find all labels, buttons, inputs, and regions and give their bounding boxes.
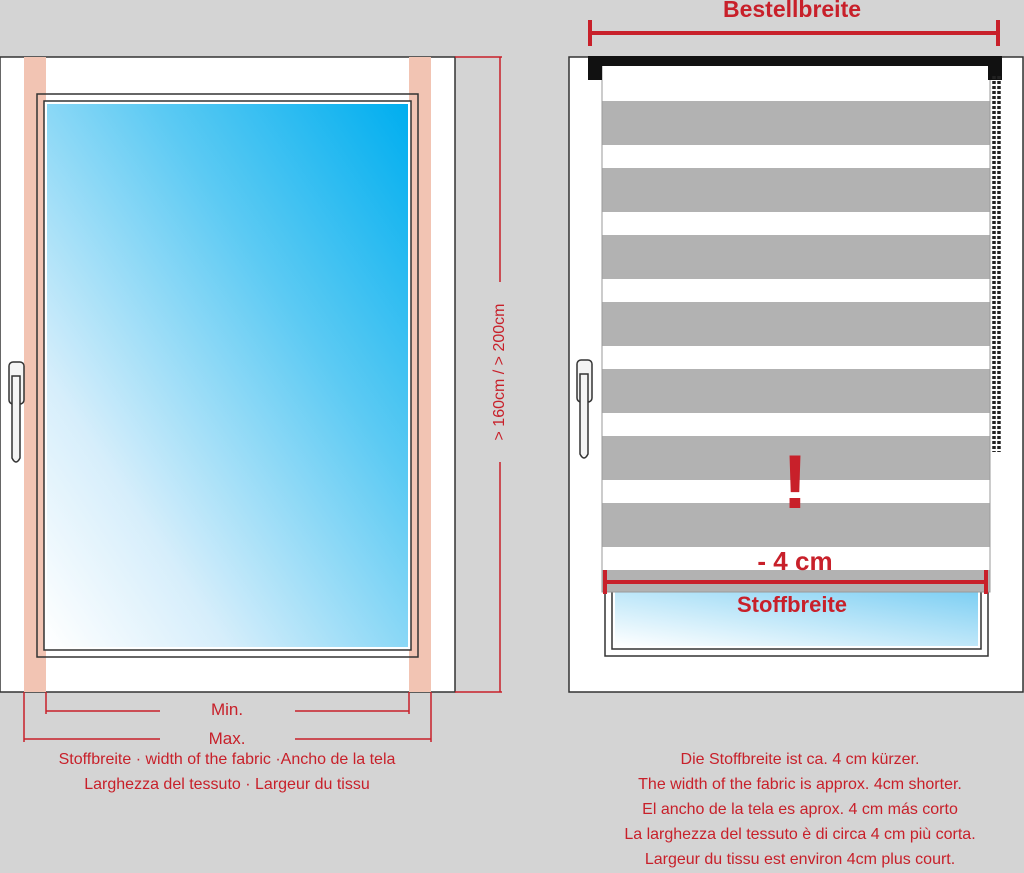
left-caption-line-2: Larghezza del tessuto · Largeur du tissu xyxy=(84,776,370,793)
right-caption-line-3: El ancho de la tela es aprox. 4 cm más corto xyxy=(642,801,958,818)
warning-exclamation-icon: ! xyxy=(782,440,808,525)
right-caption-line-5: Largeur du tissu est environ 4cm plus court. xyxy=(644,851,956,868)
height-label: > 160cm / > 200cm xyxy=(491,303,508,441)
blind-stripe-0 xyxy=(602,101,990,145)
blind-stripe-1 xyxy=(602,168,990,212)
max-label: Max. xyxy=(208,729,246,748)
blind-stripe-3 xyxy=(602,302,990,346)
reduction-label: - 4 cm xyxy=(757,546,833,576)
right-caption-line-1: Die Stoffbreite ist ca. 4 cm kürzer. xyxy=(680,751,920,768)
left-margin-strip-right xyxy=(409,57,431,692)
order-width-dimension-line xyxy=(590,20,998,46)
blind-bracket-left xyxy=(588,56,602,80)
blind-stripe-2 xyxy=(602,235,990,279)
right-caption-line-4: La larghezza del tessuto è di circa 4 cm più corta. xyxy=(624,826,976,843)
order-width-label: Bestellbreite xyxy=(722,0,862,22)
left-margin-strip-left xyxy=(24,57,46,692)
min-label: Min. xyxy=(210,700,244,719)
left-glass xyxy=(47,104,408,647)
blind-head-rail xyxy=(588,56,1002,66)
blind-stripe-4 xyxy=(602,369,990,413)
left-caption-line-1: Stoffbreite · width of the fabric ·Ancho de la tela xyxy=(58,751,396,768)
right-caption-line-2: The width of the fabric is approx. 4cm shorter. xyxy=(638,776,962,793)
fabric-width-label: Stoffbreite xyxy=(737,592,847,617)
left-window xyxy=(0,57,455,692)
